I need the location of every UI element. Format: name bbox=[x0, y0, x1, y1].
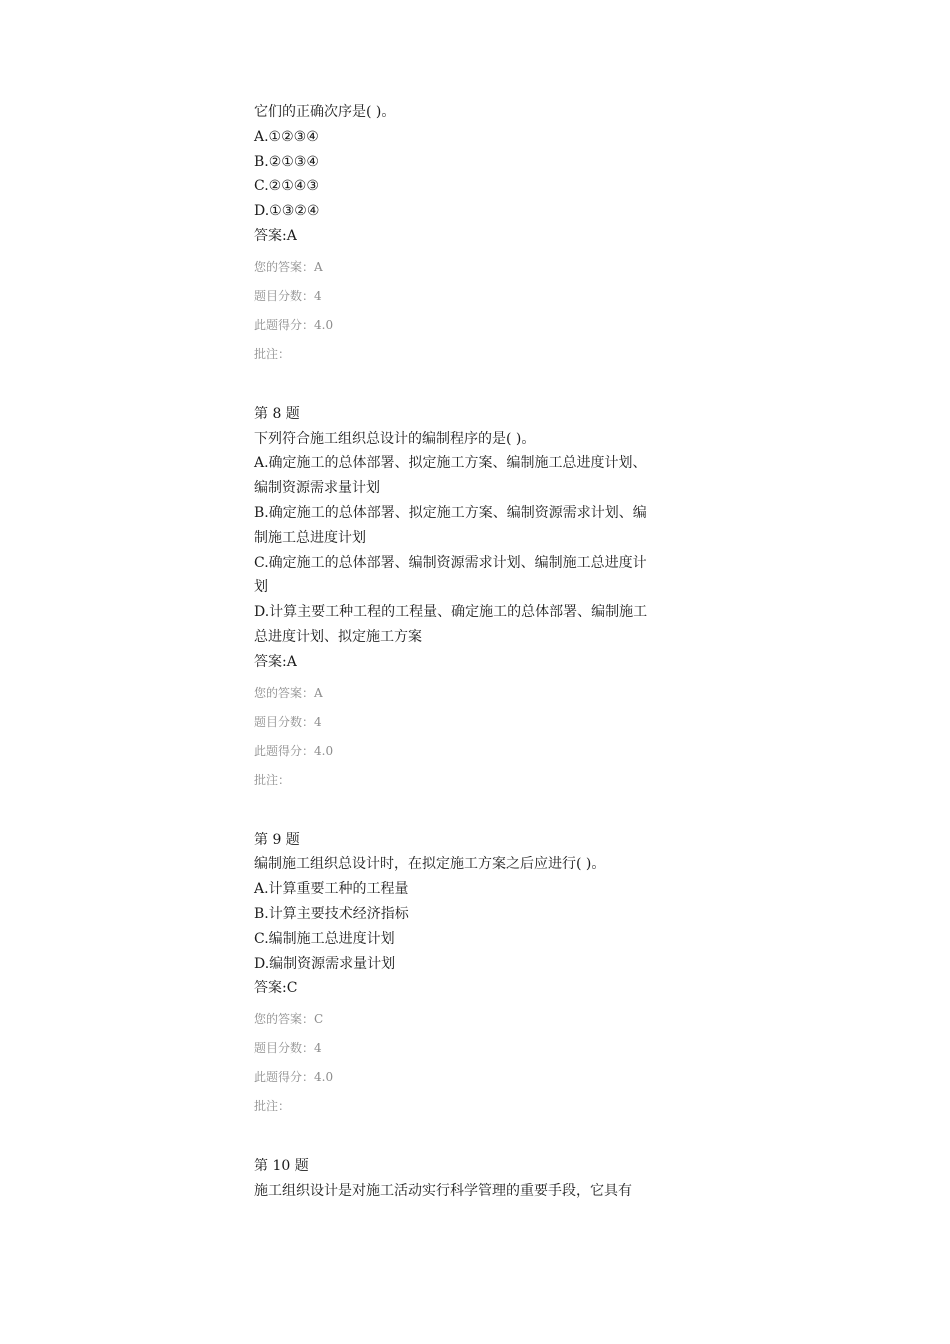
question-score: 此题得分：4.0 bbox=[254, 743, 334, 758]
your-answer: 您的答案：A bbox=[254, 259, 323, 274]
option-c: C.②①④③ bbox=[254, 178, 319, 195]
exam-results-page bbox=[254, 100, 714, 1204]
question-10 bbox=[254, 1154, 714, 1204]
question-title: 第 9 题 bbox=[254, 831, 300, 848]
question-title: 第 8 题 bbox=[254, 405, 300, 422]
comment-label: 批注： bbox=[254, 1099, 291, 1114]
question-stem: 施工组织设计是对施工活动实行科学管理的重要手段，它具有 bbox=[254, 1182, 632, 1199]
question-title: 第 10 题 bbox=[254, 1158, 309, 1175]
question-points: 题目分数：4 bbox=[254, 1041, 322, 1056]
spacer bbox=[254, 795, 714, 828]
option-b-cont: 制施工总进度计划 bbox=[254, 529, 366, 546]
your-answer: 您的答案：C bbox=[254, 1012, 324, 1027]
correct-answer: 答案:A bbox=[254, 227, 297, 244]
option-a-cont: 编制资源需求量计划 bbox=[254, 480, 380, 497]
question-points: 题目分数：4 bbox=[254, 288, 322, 303]
question-score: 此题得分：4.0 bbox=[254, 1070, 334, 1085]
option-d: D.①③②④ bbox=[254, 203, 320, 220]
question-8 bbox=[254, 402, 714, 795]
option-b: B.②①③④ bbox=[254, 153, 319, 170]
result-info bbox=[254, 253, 714, 369]
result-info bbox=[254, 679, 714, 795]
question-score: 此题得分：4.0 bbox=[254, 317, 334, 332]
option-a: A.计算重要工种的工程量 bbox=[254, 881, 409, 898]
option-b: B.计算主要技术经济指标 bbox=[254, 905, 409, 922]
comment-label: 批注： bbox=[254, 346, 291, 361]
option-c: C.确定施工的总体部署、编制资源需求计划、编制施工总进度计 bbox=[254, 554, 647, 571]
comment-label: 批注： bbox=[254, 772, 291, 787]
option-a: A.①②③④ bbox=[254, 128, 319, 145]
correct-answer: 答案:A bbox=[254, 653, 297, 670]
question-stem: 编制施工组织总设计时，在拟定施工方案之后应进行( )。 bbox=[254, 856, 606, 873]
spacer bbox=[254, 369, 714, 402]
question-stem: 下列符合施工组织总设计的编制程序的是( )。 bbox=[254, 430, 536, 447]
question-stem: 它们的正确次序是( )。 bbox=[254, 104, 396, 120]
your-answer: 您的答案：A bbox=[254, 685, 323, 700]
question-7 bbox=[254, 100, 714, 369]
question-9 bbox=[254, 828, 714, 1122]
correct-answer: 答案:C bbox=[254, 980, 298, 997]
option-d: D.编制资源需求量计划 bbox=[254, 955, 396, 972]
option-d-cont: 总进度计划、拟定施工方案 bbox=[254, 628, 422, 645]
option-c: C.编制施工总进度计划 bbox=[254, 930, 395, 947]
result-info bbox=[254, 1005, 714, 1121]
question-points: 题目分数：4 bbox=[254, 714, 322, 729]
spacer bbox=[254, 1121, 714, 1154]
option-b: B.确定施工的总体部署、拟定施工方案、编制资源需求计划、编 bbox=[254, 504, 647, 521]
option-c-cont: 划 bbox=[254, 579, 268, 596]
option-d: D.计算主要工种工程的工程量、确定施工的总体部署、编制施工 bbox=[254, 604, 648, 621]
option-a: A.确定施工的总体部署、拟定施工方案、编制施工总进度计划、 bbox=[254, 455, 647, 472]
